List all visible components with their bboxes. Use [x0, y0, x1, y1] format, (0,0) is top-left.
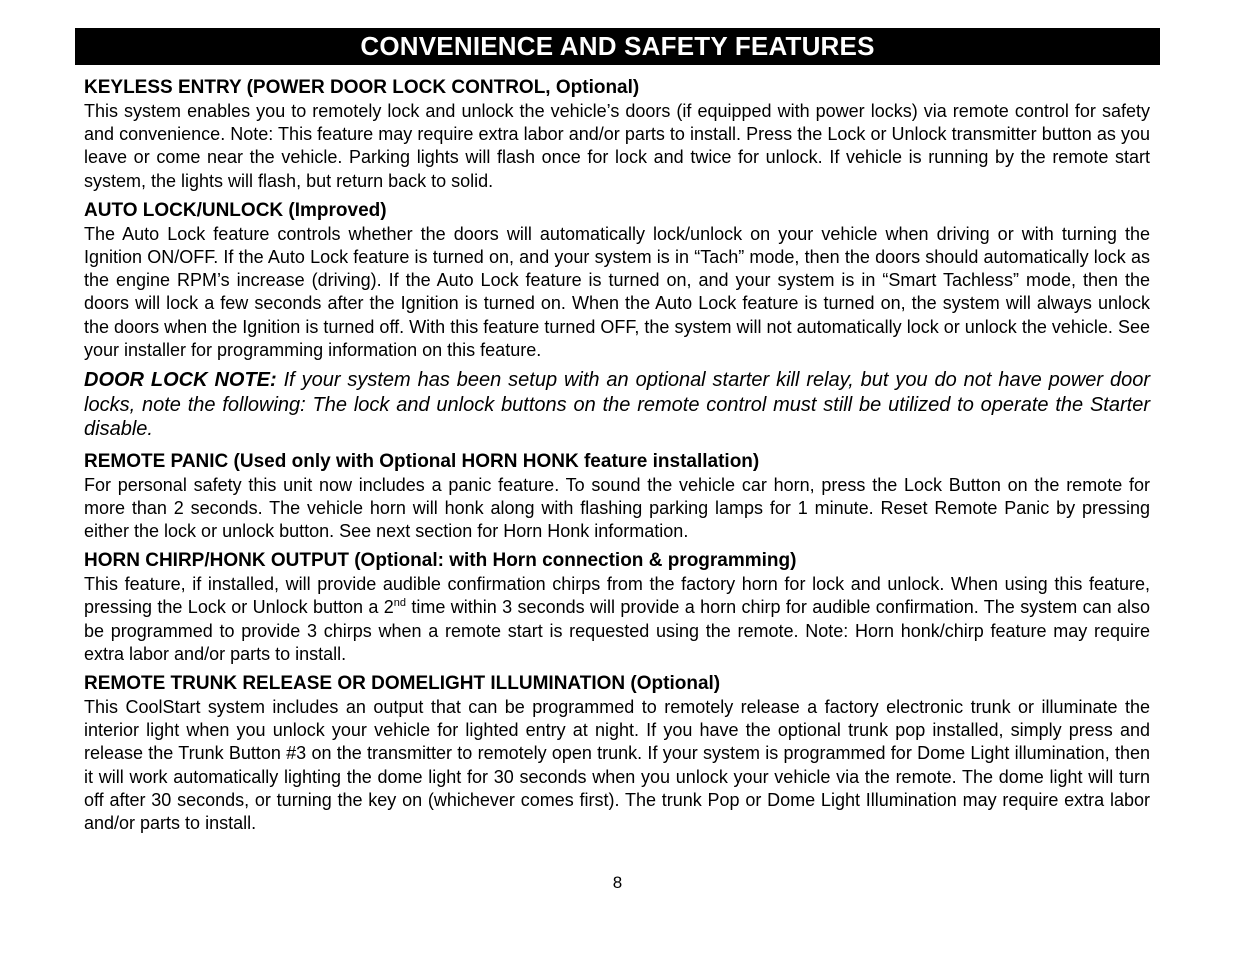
- section-body: This system enables you to remotely lock and unlock the vehicle’s doors (if equipped with power locks) via remote control for safety and convenience. Note: This feature may require extra labor and/or parts to install. Press the Lock or Unlock transmitter button as you leave or come near the vehicle. Parking lights will flash once for lock and twice for unlock. If vehicle is running by the remote start system, the lights will flash, but return back to solid.: [84, 101, 1150, 191]
- page-title: CONVENIENCE AND SAFETY FEATURES: [75, 28, 1160, 65]
- section-heading: KEYLESS ENTRY (POWER DOOR LOCK CONTROL, Optional): [84, 77, 640, 98]
- section-body: [84, 573, 1150, 666]
- section-heading: REMOTE PANIC (Used only with Optional HORN HONK feature installation): [84, 450, 760, 472]
- page-number: 8: [612, 873, 623, 892]
- section-heading: AUTO LOCK/UNLOCK (Improved): [84, 199, 387, 221]
- section-body: For personal safety this unit now includes a panic feature. To sound the vehicle car horn, press the Lock Button on the remote for more than 2 seconds. The vehicle horn will honk along with flashing parking lamps for 1 minute. Reset Remote Panic by pressing either the lock or unlock button. See next section for Horn Honk information.: [84, 474, 1150, 541]
- section-remote-panic: [84, 450, 1150, 544]
- note-label: DOOR LOCK NOTE:: [84, 369, 277, 392]
- section-keyless-entry: [84, 76, 1150, 193]
- door-lock-note: [84, 368, 1150, 442]
- section-trunk-release: [84, 672, 1150, 835]
- ordinal-superscript: nd: [393, 597, 407, 610]
- body-text-part: time within 3 seconds will provide a horn chirp for audible confirmation. The system can also be programmed to provide 3 chirps when a remote start is requested using the remote. Note: Horn honk/chirp feature may require extra labor and/or parts to install.: [84, 597, 1150, 664]
- section-body: This CoolStart system includes an output that can be programmed to remotely release a factory electronic trunk or illuminate the interior light when you unlock your vehicle for lighted entry at night. If you have the optional trunk pop installed, simply press and release the Trunk Button #3 on the transmitter to remotely open trunk. If your system is programmed for Dome Light illumination, then it will work automatically lighting the dome light for 30 seconds when you unlock your vehicle via the remote. The dome light will turn off after 30 seconds, or turning the key on (whichever comes first). The trunk Pop or Dome Light Illumination may require extra labor and/or parts to install.: [84, 696, 1150, 833]
- section-heading: REMOTE TRUNK RELEASE OR DOMELIGHT ILLUMINATION (Optional): [84, 672, 721, 694]
- section-horn-chirp: [84, 549, 1150, 666]
- note-body: If your system has been setup with an optional starter kill relay, but you do not have power door locks, note the following: The lock and unlock buttons on the remote control must still be utilized to operate the Starter disable.: [84, 369, 1150, 441]
- body-text-part: This feature, if installed, will provide audible confirmation chirps from the factory horn for lock and unlock. When using this feature, pressing the Lock or Unlock button a 2: [84, 574, 1150, 618]
- document-body: [84, 76, 1150, 841]
- section-heading: HORN CHIRP/HONK OUTPUT (Optional: with Horn connection & programming): [84, 550, 797, 572]
- section-body: The Auto Lock feature controls whether the doors will automatically lock/unlock on your vehicle when driving or with turning the Ignition ON/OFF. If the Auto Lock feature is turned on, and your system is in “Tach” mode, then the doors should automatically lock as the engine RPM’s increase (driving). If the Auto Lock feature is turned on, and your system is in “Smart Tachless” mode, then the doors will lock a few seconds after the Ignition is turned on. When the Auto Lock feature is turned on, the system will always unlock the doors when the Ignition is turned off. With this feature turned OFF, the system will not automatically lock or unlock the vehicle. See your installer for programming information on this feature.: [84, 223, 1150, 360]
- section-auto-lock: [84, 199, 1150, 362]
